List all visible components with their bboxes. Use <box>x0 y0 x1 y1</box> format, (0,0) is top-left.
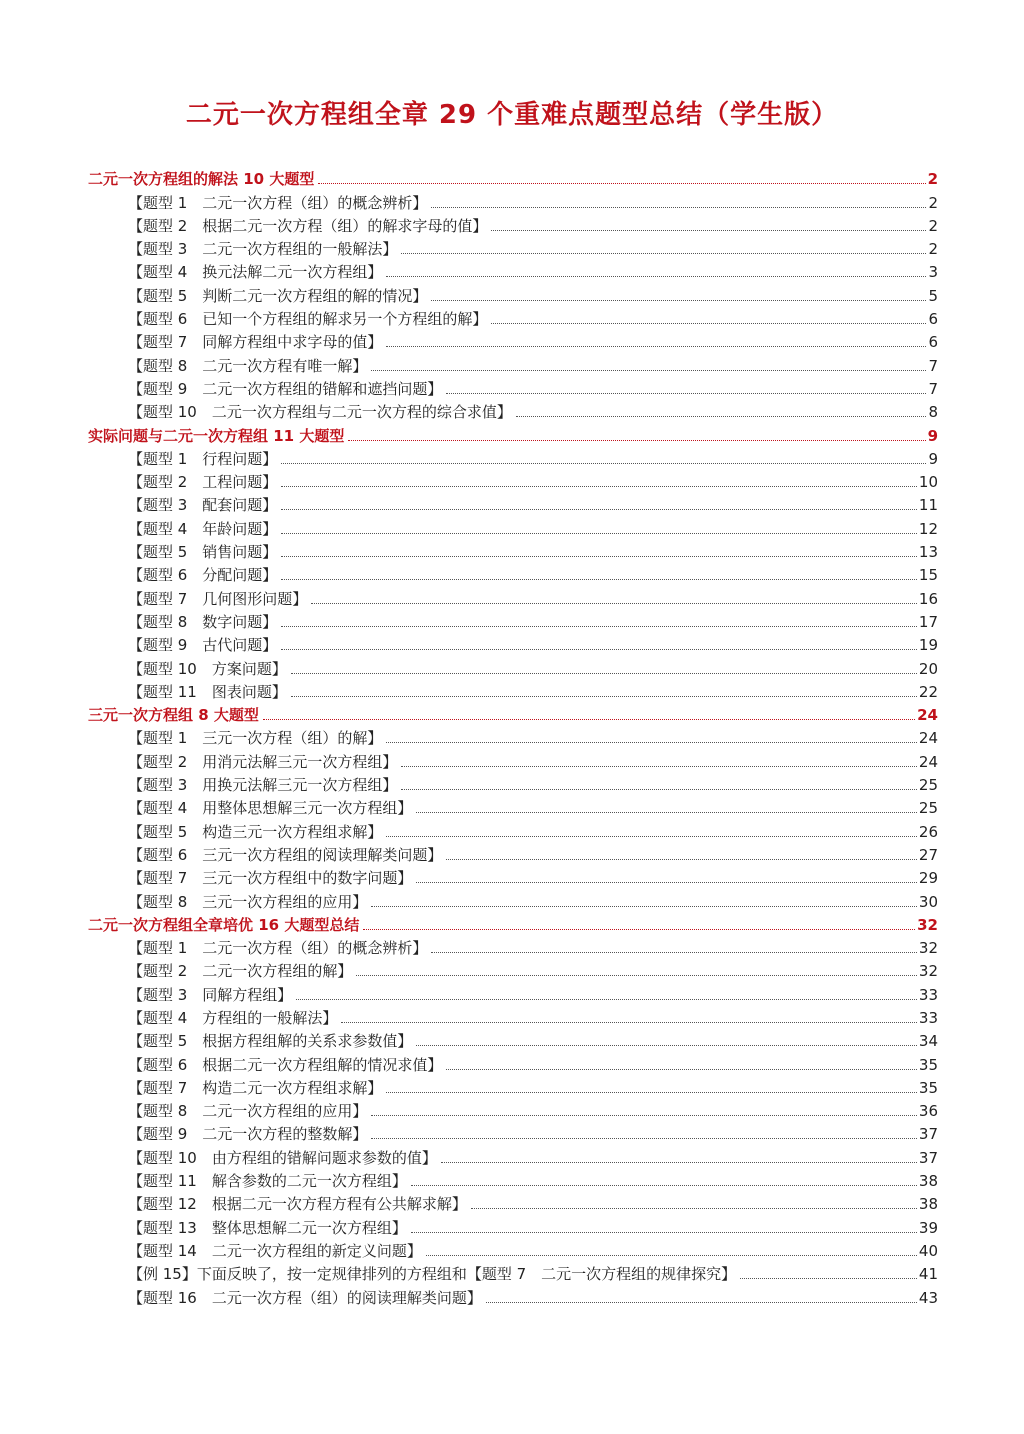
toc-item-page-number: 20 <box>918 659 938 678</box>
toc-item-label: 【例 15】下面反映了，按一定规律排列的方程组和【题型 7 二元一次方程组的规律探究】 <box>128 1265 737 1284</box>
toc-item-page-number: 35 <box>918 1055 938 1074</box>
toc-leader-dots <box>291 696 917 697</box>
toc-item-entry[interactable] <box>88 1284 938 1307</box>
toc-leader-dots <box>318 183 925 184</box>
toc-leader-dots <box>263 719 915 720</box>
toc-item-label: 【题型 6 已知一个方程组的解求另一个方程组的解】 <box>128 310 488 329</box>
toc-section-page-number: 32 <box>917 915 938 934</box>
toc-item-page-number: 24 <box>918 752 938 771</box>
toc-leader-dots <box>341 1022 917 1023</box>
toc-item-page-number: 17 <box>918 612 938 631</box>
toc-item-page-number: 43 <box>918 1288 938 1307</box>
toc-item-page-number: 24 <box>918 729 938 748</box>
toc-leader-dots <box>281 486 917 487</box>
toc-item-label: 【题型 4 用整体思想解三元一次方程组】 <box>128 799 413 818</box>
toc-item-entry[interactable] <box>88 818 938 841</box>
toc-item-page-number: 33 <box>918 985 938 1004</box>
toc-section-label: 二元一次方程组的解法 10 大题型 <box>88 170 315 189</box>
toc-item-label: 【题型 12 根据二元一次方程方程有公共解求解】 <box>128 1195 467 1214</box>
toc-item-entry[interactable] <box>88 1191 938 1214</box>
toc-item-label: 【题型 2 二元一次方程组的解】 <box>128 962 353 981</box>
toc-item-entry[interactable] <box>88 376 938 399</box>
toc-item-label: 【题型 10 由方程组的错解问题求参数的值】 <box>128 1148 437 1167</box>
toc-leader-dots <box>296 999 917 1000</box>
toc-item-page-number: 37 <box>918 1148 938 1167</box>
toc-item-entry[interactable] <box>88 725 938 748</box>
toc-item-page-number: 26 <box>918 822 938 841</box>
toc-section-label: 实际问题与二元一次方程组 11 大题型 <box>88 426 345 445</box>
toc-item-page-number: 19 <box>918 636 938 655</box>
toc-item-entry[interactable] <box>88 958 938 981</box>
toc-leader-dots <box>291 673 917 674</box>
toc-leader-dots <box>446 393 926 394</box>
toc-item-page-number: 27 <box>918 845 938 864</box>
toc-item-page-number: 25 <box>918 799 938 818</box>
toc-item-entry[interactable] <box>88 865 938 888</box>
toc-section-page-number: 24 <box>917 706 938 725</box>
toc-item-page-number: 16 <box>918 589 938 608</box>
toc-leader-dots <box>281 533 917 534</box>
toc-item-page-number: 2 <box>928 193 938 212</box>
toc-item-label: 【题型 5 构造三元一次方程组求解】 <box>128 822 383 841</box>
toc-leader-dots <box>311 603 917 604</box>
toc-item-page-number: 9 <box>928 449 938 468</box>
toc-item-entry[interactable] <box>88 562 938 585</box>
toc-item-label: 【题型 9 二元一次方程组的错解和遮挡问题】 <box>128 379 443 398</box>
toc-item-label: 【题型 11 图表问题】 <box>128 682 287 701</box>
toc-item-label: 【题型 2 工程问题】 <box>128 473 278 492</box>
toc-leader-dots <box>386 346 926 347</box>
toc-leader-dots <box>348 440 925 441</box>
toc-item-label: 【题型 11 解含参数的二元一次方程组】 <box>128 1172 407 1191</box>
toc-item-label: 【题型 8 二元一次方程有唯一解】 <box>128 356 368 375</box>
toc-item-label: 【题型 7 构造二元一次方程组求解】 <box>128 1078 383 1097</box>
toc-item-label: 【题型 8 数字问题】 <box>128 612 278 631</box>
toc-leader-dots <box>386 1092 917 1093</box>
toc-leader-dots <box>740 1278 917 1279</box>
toc-item-entry[interactable] <box>88 981 938 1004</box>
toc-item-label: 【题型 3 同解方程组】 <box>128 985 293 1004</box>
toc-item-label: 【题型 6 分配问题】 <box>128 566 278 585</box>
table-of-contents <box>88 166 938 1308</box>
toc-item-entry[interactable] <box>88 795 938 818</box>
toc-leader-dots <box>431 952 917 953</box>
toc-item-entry[interactable] <box>88 1005 938 1028</box>
toc-item-page-number: 6 <box>928 310 938 329</box>
toc-leader-dots <box>371 1115 917 1116</box>
toc-item-label: 【题型 5 销售问题】 <box>128 543 278 562</box>
toc-item-page-number: 22 <box>918 682 938 701</box>
toc-item-label: 【题型 7 三元一次方程组中的数字问题】 <box>128 869 413 888</box>
toc-item-page-number: 34 <box>918 1032 938 1051</box>
toc-item-page-number: 7 <box>928 356 938 375</box>
toc-leader-dots <box>281 649 917 650</box>
toc-item-label: 【题型 4 换元法解二元一次方程组】 <box>128 263 383 282</box>
toc-leader-dots <box>416 882 917 883</box>
toc-item-entry[interactable] <box>88 1121 938 1144</box>
toc-item-page-number: 12 <box>918 519 938 538</box>
toc-section-entry[interactable] <box>88 912 938 935</box>
toc-item-label: 【题型 5 根据方程组解的关系求参数值】 <box>128 1032 413 1051</box>
toc-item-entry[interactable] <box>88 1261 938 1284</box>
toc-item-page-number: 32 <box>918 962 938 981</box>
toc-leader-dots <box>371 370 926 371</box>
toc-item-entry[interactable] <box>88 539 938 562</box>
toc-item-page-number: 32 <box>918 939 938 958</box>
toc-leader-dots <box>411 1185 917 1186</box>
toc-item-entry[interactable] <box>88 748 938 771</box>
toc-item-page-number: 3 <box>928 263 938 282</box>
toc-leader-dots <box>446 859 917 860</box>
toc-item-entry[interactable] <box>88 1214 938 1237</box>
toc-leader-dots <box>401 766 917 767</box>
toc-item-label: 【题型 8 二元一次方程组的应用】 <box>128 1102 368 1121</box>
toc-item-entry[interactable] <box>88 842 938 865</box>
toc-leader-dots <box>281 626 917 627</box>
toc-item-entry[interactable] <box>88 282 938 305</box>
toc-leader-dots <box>446 1069 917 1070</box>
toc-item-entry[interactable] <box>88 935 938 958</box>
toc-leader-dots <box>386 742 917 743</box>
toc-item-entry[interactable] <box>88 446 938 469</box>
toc-item-page-number: 35 <box>918 1078 938 1097</box>
toc-item-entry[interactable] <box>88 1168 938 1191</box>
toc-item-label: 【题型 1 行程问题】 <box>128 449 278 468</box>
toc-item-entry[interactable] <box>88 469 938 492</box>
toc-leader-dots <box>371 906 917 907</box>
document-title: 二元一次方程组全章 29 个重难点题型总结（学生版） <box>185 100 839 130</box>
toc-item-label: 【题型 1 三元一次方程（组）的解】 <box>128 729 383 748</box>
toc-leader-dots <box>491 323 926 324</box>
toc-item-page-number: 8 <box>928 403 938 422</box>
toc-leader-dots <box>431 207 926 208</box>
toc-item-label: 【题型 2 用消元法解三元一次方程组】 <box>128 752 398 771</box>
toc-item-label: 【题型 8 三元一次方程组的应用】 <box>128 892 368 911</box>
toc-item-label: 【题型 6 根据二元一次方程组解的情况求值】 <box>128 1055 443 1074</box>
toc-item-entry[interactable] <box>88 515 938 538</box>
toc-item-label: 【题型 14 二元一次方程组的新定义问题】 <box>128 1241 422 1260</box>
toc-leader-dots <box>431 300 926 301</box>
toc-item-label: 【题型 2 根据二元一次方程（组）的解求字母的值】 <box>128 216 488 235</box>
toc-item-label: 【题型 3 二元一次方程组的一般解法】 <box>128 240 398 259</box>
toc-item-page-number: 11 <box>918 496 938 515</box>
toc-item-page-number: 40 <box>918 1241 938 1260</box>
toc-leader-dots <box>471 1208 917 1209</box>
toc-item-label: 【题型 3 配套问题】 <box>128 496 278 515</box>
toc-item-label: 【题型 1 二元一次方程（组）的概念辨析】 <box>128 193 428 212</box>
toc-item-entry[interactable] <box>88 632 938 655</box>
toc-item-label: 【题型 4 方程组的一般解法】 <box>128 1008 338 1027</box>
toc-item-entry[interactable] <box>88 1144 938 1167</box>
toc-item-label: 【题型 3 用换元法解三元一次方程组】 <box>128 776 398 795</box>
toc-item-label: 【题型 1 二元一次方程（组）的概念辨析】 <box>128 939 428 958</box>
toc-item-entry[interactable] <box>88 189 938 212</box>
toc-leader-dots <box>356 975 917 976</box>
toc-item-entry[interactable] <box>88 306 938 329</box>
toc-item-entry[interactable] <box>88 236 938 259</box>
toc-section-page-number: 2 <box>927 170 938 189</box>
toc-item-page-number: 10 <box>918 473 938 492</box>
toc-item-entry[interactable] <box>88 888 938 911</box>
toc-section-entry[interactable] <box>88 166 938 189</box>
toc-item-page-number: 41 <box>918 1265 938 1284</box>
toc-item-page-number: 25 <box>918 776 938 795</box>
toc-item-page-number: 38 <box>918 1172 938 1191</box>
toc-item-page-number: 36 <box>918 1102 938 1121</box>
toc-item-page-number: 29 <box>918 869 938 888</box>
toc-item-entry[interactable] <box>88 585 938 608</box>
toc-item-page-number: 7 <box>928 379 938 398</box>
toc-item-entry[interactable] <box>88 609 938 632</box>
toc-leader-dots <box>281 509 917 510</box>
toc-leader-dots <box>371 1138 917 1139</box>
toc-section-entry[interactable] <box>88 422 938 445</box>
toc-leader-dots <box>401 789 917 790</box>
toc-item-label: 【题型 9 古代问题】 <box>128 636 278 655</box>
toc-item-page-number: 15 <box>918 566 938 585</box>
toc-item-entry[interactable] <box>88 1098 938 1121</box>
toc-item-page-number: 37 <box>918 1125 938 1144</box>
toc-section-entry[interactable] <box>88 702 938 725</box>
toc-item-page-number: 2 <box>928 240 938 259</box>
toc-item-entry[interactable] <box>88 352 938 375</box>
toc-item-page-number: 13 <box>918 543 938 562</box>
toc-leader-dots <box>416 1045 917 1046</box>
toc-item-page-number: 38 <box>918 1195 938 1214</box>
toc-section-label: 三元一次方程组 8 大题型 <box>88 706 259 725</box>
toc-leader-dots <box>516 416 927 417</box>
toc-item-label: 【题型 9 二元一次方程的整数解】 <box>128 1125 368 1144</box>
toc-leader-dots <box>386 836 917 837</box>
toc-item-label: 【题型 13 整体思想解二元一次方程组】 <box>128 1218 407 1237</box>
toc-item-entry[interactable] <box>88 1051 938 1074</box>
toc-section-page-number: 9 <box>927 426 938 445</box>
toc-item-page-number: 6 <box>928 333 938 352</box>
toc-item-page-number: 39 <box>918 1218 938 1237</box>
toc-item-label: 【题型 10 二元一次方程组与二元一次方程的综合求值】 <box>128 403 512 422</box>
toc-item-page-number: 5 <box>928 286 938 305</box>
toc-leader-dots <box>363 929 915 930</box>
toc-item-label: 【题型 7 同解方程组中求字母的值】 <box>128 333 383 352</box>
toc-item-entry[interactable] <box>88 213 938 236</box>
toc-leader-dots <box>386 276 926 277</box>
toc-item-label: 【题型 10 方案问题】 <box>128 659 287 678</box>
toc-leader-dots <box>426 1255 917 1256</box>
toc-item-entry[interactable] <box>88 492 938 515</box>
toc-item-entry[interactable] <box>88 259 938 282</box>
toc-item-label: 【题型 7 几何图形问题】 <box>128 589 308 608</box>
toc-leader-dots <box>491 230 926 231</box>
toc-leader-dots <box>411 1232 917 1233</box>
toc-item-label: 【题型 4 年龄问题】 <box>128 519 278 538</box>
toc-item-entry[interactable] <box>88 772 938 795</box>
toc-leader-dots <box>281 556 917 557</box>
toc-leader-dots <box>281 463 926 464</box>
toc-item-entry[interactable] <box>88 655 938 678</box>
toc-section-label: 二元一次方程组全章培优 16 大题型总结 <box>88 915 360 934</box>
toc-item-label: 【题型 6 三元一次方程组的阅读理解类问题】 <box>128 845 443 864</box>
toc-item-entry[interactable] <box>88 1028 938 1051</box>
toc-item-page-number: 30 <box>918 892 938 911</box>
toc-leader-dots <box>401 253 926 254</box>
toc-item-entry[interactable] <box>88 1075 938 1098</box>
toc-item-entry[interactable] <box>88 679 938 702</box>
toc-item-page-number: 2 <box>928 216 938 235</box>
toc-item-entry[interactable] <box>88 329 938 352</box>
toc-item-label: 【题型 5 判断二元一次方程组的解的情况】 <box>128 286 428 305</box>
toc-leader-dots <box>441 1162 917 1163</box>
toc-item-page-number: 33 <box>918 1008 938 1027</box>
toc-item-entry[interactable] <box>88 399 938 422</box>
toc-leader-dots <box>281 579 917 580</box>
toc-leader-dots <box>486 1302 917 1303</box>
toc-item-label: 【题型 16 二元一次方程（组）的阅读理解类问题】 <box>128 1288 482 1307</box>
toc-item-entry[interactable] <box>88 1238 938 1261</box>
toc-leader-dots <box>416 812 917 813</box>
